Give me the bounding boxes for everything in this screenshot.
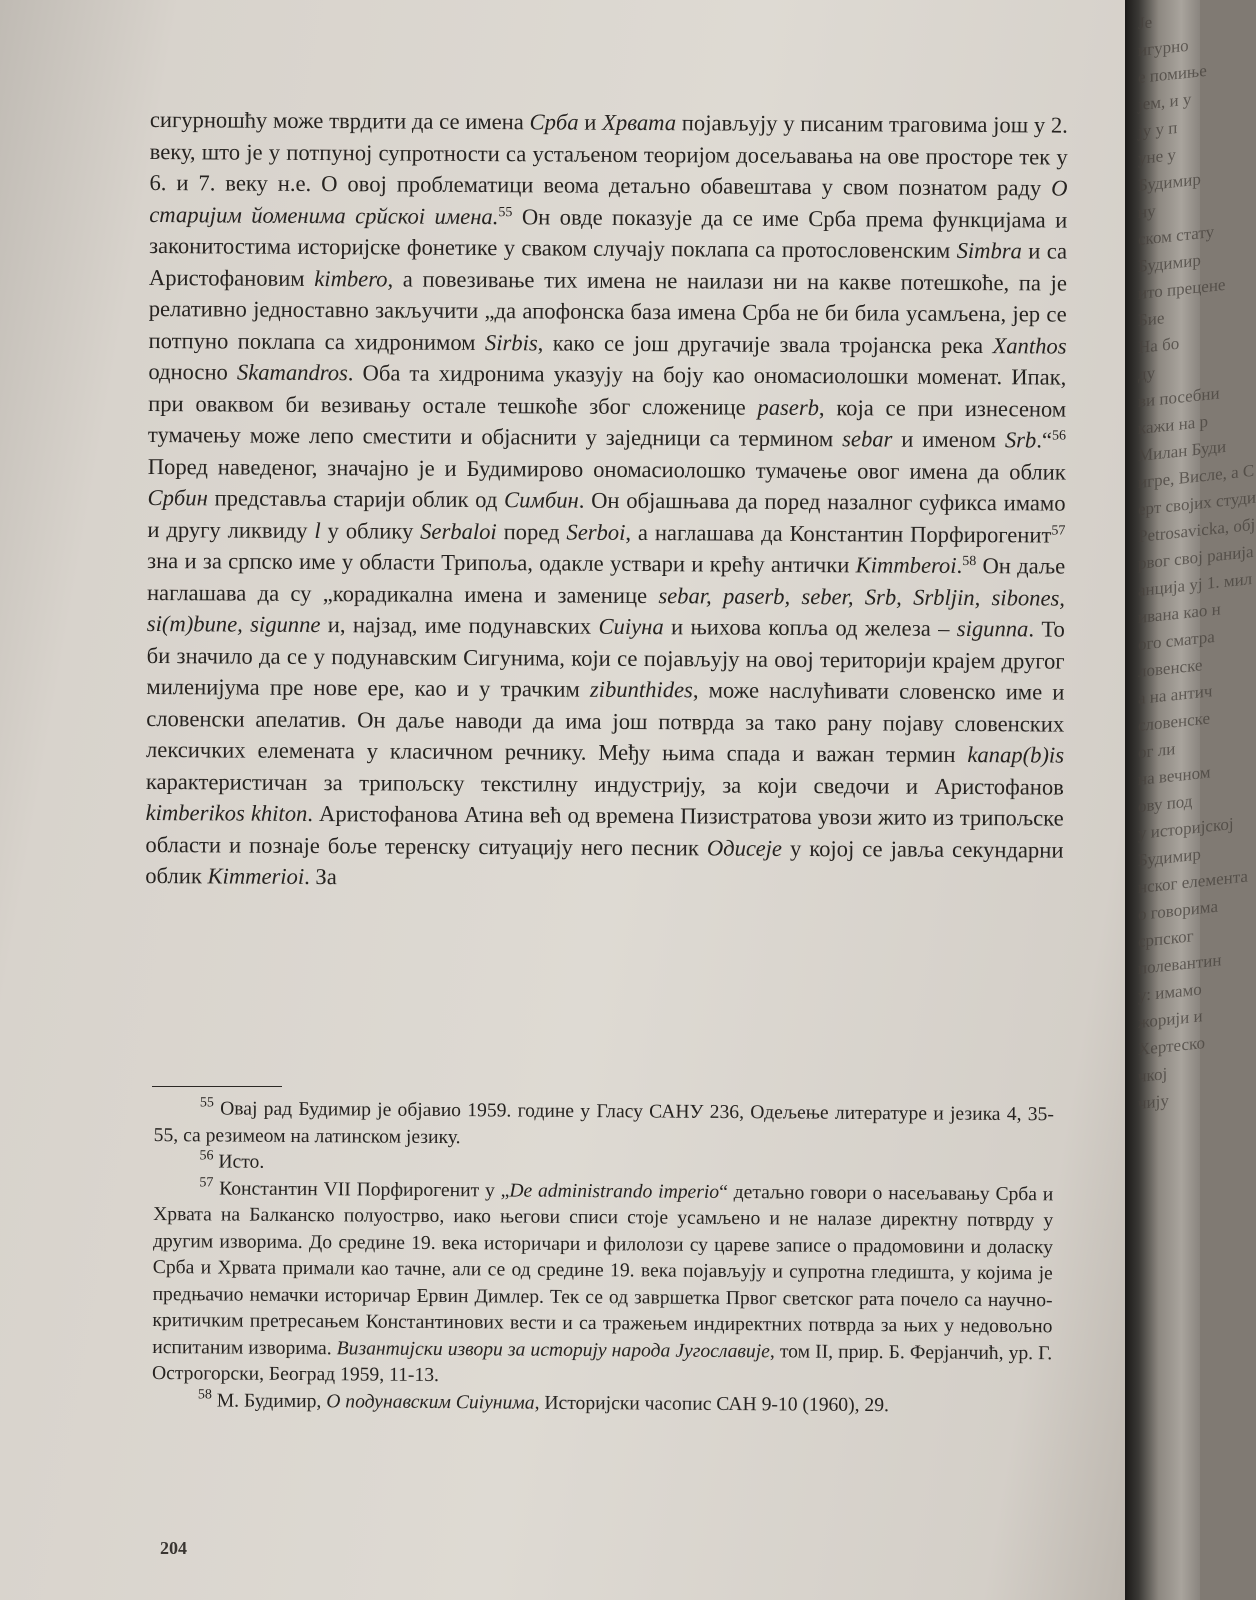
facing-page-line: на вечном: [1138, 762, 1211, 789]
footnote-57: $^{57}$ Константин VII Порфирогенит у „De administrando imperio“ детаљно говори о насељавању Срба и Хрвата на Балканско полуострво, иако његови списи стоје усамљено и не налазе директну потврду у другим изворима. До средине 19. века историчари и филолози су цареве записе о прадомовини и доласку Срба и Хрвата примали као тачне, али се од средине 19. века појављују и супротна гледишта, у којима је предњачио немачки историчар Ервин Димлер. Тек се од завршетка Првог светског рата почело са научно-критичким претресањем Константинових вести и са тражењем индиректних потврда за њих у недовољно испитаним изворима. Византијски извори за историју народа Југославије, том II, прир. Б. Ферјанчић, ур. Г. Острогорски, Београд 1959, 11-13.: [151, 1174, 1054, 1386]
facing-page-line: уне у: [1138, 145, 1176, 168]
facing-page-line: о говорима: [1138, 896, 1218, 924]
facing-page-line: Бие: [1138, 308, 1165, 330]
facing-page-line: игре, Висле, а С: [1138, 460, 1255, 492]
facing-page-line: чију: [1138, 1090, 1169, 1113]
main-text: [145, 104, 1068, 897]
facing-page-line: ну: [1138, 201, 1156, 222]
facing-page-line: Будимир: [1138, 169, 1201, 195]
facing-page-line: ловенске: [1138, 655, 1203, 681]
facing-page-line: жорији и: [1138, 1006, 1203, 1032]
facing-page-line: ивана као н: [1138, 599, 1221, 627]
facing-page-line: Милан Буди: [1138, 436, 1227, 465]
page-number: 204: [160, 1538, 187, 1558]
facing-page-line: полевантин: [1138, 950, 1222, 978]
footnote-ref-56[interactable]: 56: [1051, 428, 1067, 444]
facing-page-line: јем, и у: [1138, 89, 1192, 114]
facing-page-line: Будимир: [1138, 250, 1201, 276]
facing-page-line: На бо: [1138, 333, 1180, 357]
footnotes: [152, 1096, 1054, 1420]
facing-page-line: ском стату: [1138, 221, 1215, 249]
footnote-ref-58[interactable]: 58: [962, 553, 977, 570]
facing-page-line: Хертеско: [1138, 1032, 1205, 1059]
facing-page-line: Будимир: [1138, 844, 1201, 870]
footnote-ref-55[interactable]: 55: [498, 204, 513, 220]
footnote-56: $^{56}$ Исто.: [199, 1148, 265, 1173]
facing-page-line: анција уј 1. мил: [1138, 569, 1253, 600]
facing-page-line: рвог свој ранија: [1138, 541, 1254, 573]
facing-page-line: а на антич: [1138, 681, 1213, 708]
facing-page-line: чкој: [1138, 1063, 1168, 1086]
facing-page-line: Petrosavicka, обј: [1138, 514, 1256, 546]
facing-page-line: ви посебни: [1138, 383, 1220, 411]
facing-page-line: ито прецене: [1138, 274, 1226, 303]
facing-page-line: у: имамо: [1138, 979, 1202, 1005]
facing-page-line: игурно: [1138, 35, 1189, 60]
facing-page-line: нског елемента: [1138, 866, 1248, 897]
facing-page-line: е помиње: [1138, 60, 1207, 87]
facing-page-line: ерт својих студи: [1138, 487, 1256, 519]
footnote-ref-57[interactable]: 57: [1051, 523, 1066, 539]
main-paragraph: сигурношћу може тврдити да се имена Срба и Хрвата појављују у писаним траговима још у 2. веку, што је у потпуној супротности са устаљеном теоријом досељавања на ове просторе тек у 6. и 7. веку н.е. О овој проблематици веома детаљно обавештава у свом познатом раду О старијим йоменима срйскоi имена.$^{55}$ Он овде показује да се име Срба према функцијама и законитостима историјске фонетике у сваком случају поклапа са протословенским Simbra и са Аристофановим kimbero, а повезивање тих имена не наилази ни на какве потешкоће, па је релативно једноставно закључити „да апофонска база имена Срба не би била усамљена, јер се потпуно поклапа са хидронимом Sirbis, како се још другачије звала тројанска река Xanthos односно Skamandros. Оба та хидронима указују на боју као ономасиолошки моменат. Ипак, при оваквом би везивању остале тешкоће због сложенице paserb, која се при изнесеном тумачењу може лепо сместити и објаснити у заједници са термином sebar и именом Srb.“$^{56}$ Поред наведеног, значајно је и Будимирово ономасиолошко тумачење овог имена да облик Србин представља старији облик од Симбин. Он објашњава да поред назалног суфикса имамо и другу ликвиду l у облику Serbaloi поред Serboi, а наглашава да Константин Порфирогенит$^{57}$ зна и за српско име у области Трипоља, одакле уствари и крећу антички Kimmberoi.$^{58}$ Он даље наглашава да су „корадикална имена и заменице sebar, paserb, seber, Srb, Srbljin, sibones, si(m)bune, sigunne и, најзад, име подунавских Сиiуна и њихова копља од железа – sigunna. То би значило да се у подунавским Сигунима, који се појављују на овој територији крајем другог миленијума пре нове ере, као и у трачким zibunthides, може наслућивати словенско име и словенски апелатив. Он даље наводи да има још потврда за тако рану појаву словенских лексичких елемената у класичном речнику. Међу њима спада и важан термин kanap(b)is карактеристичан за трипољску текстилну индустрију, за који сведочи и Аристофанов kimberikos khiton. Аристофанова Атина већ од времена Пизистратова увози жито из трипољске области и познаје боље теренску ситуацију него песник Одисеје у којој се јавља секундарни облик Kimmerioi. За: [145, 106, 1068, 890]
facing-page-line: ду: [1138, 363, 1156, 384]
facing-page-line: ог ли: [1138, 739, 1176, 762]
facing-page-text: [1138, 3, 1256, 1600]
facing-page-line: у историјској: [1138, 813, 1234, 843]
footnote-58: $^{58}$ М. Будимир, О подунавским Сиiунима, Историјски часопис САН 9-10 (1960), 29.: [197, 1386, 890, 1416]
facing-page-line: словенске: [1138, 708, 1211, 735]
footnote-55: $^{55}$ Овај рад Будимир је објавио 1959. године у Гласу САНУ 236, Одељење литературе и језика 4, 35-55, са резимеом на латинском језику.: [153, 1095, 1054, 1148]
facing-page-line: кажи на р: [1138, 411, 1209, 438]
facing-page-line: ову под: [1138, 791, 1193, 816]
facing-page-line: српског: [1138, 926, 1194, 951]
facing-page-line: ого сматра: [1138, 626, 1215, 654]
facing-page-line: ју у п: [1138, 117, 1178, 141]
facing-page-line: Је: [1138, 12, 1153, 34]
footnote-separator: [152, 1086, 282, 1087]
